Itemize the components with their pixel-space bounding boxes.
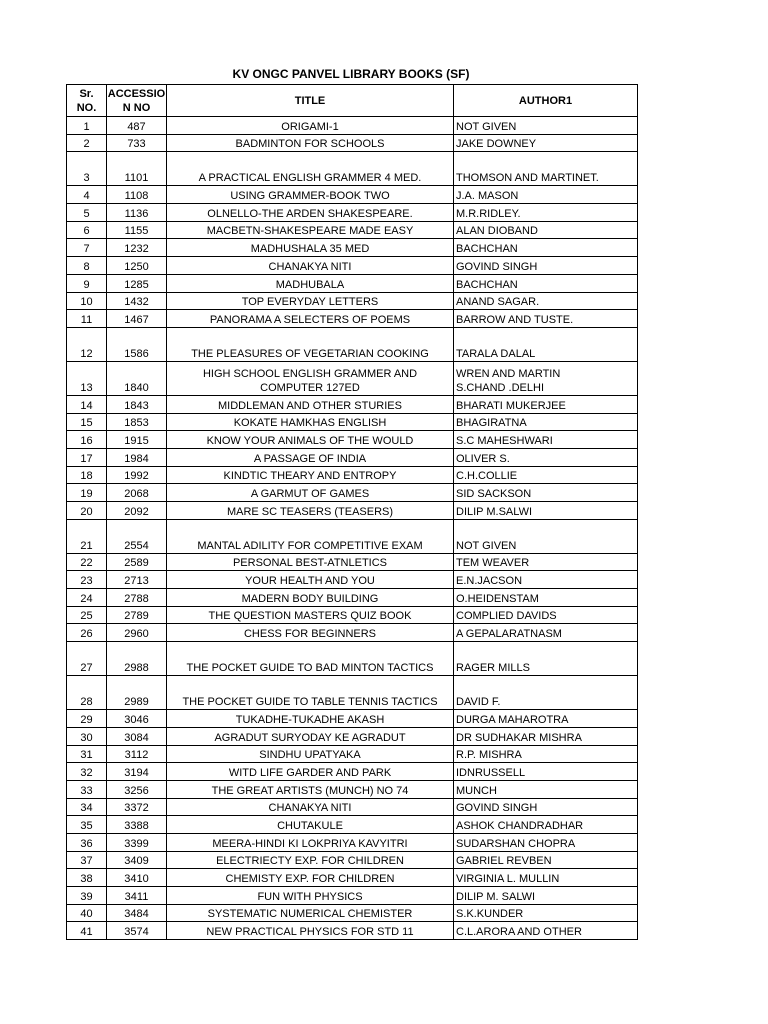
author-cell: COMPLIED DAVIDS: [454, 606, 638, 624]
title-cell: THE QUESTION MASTERS QUIZ BOOK: [167, 606, 454, 624]
author-cell: OLIVER S.: [454, 448, 638, 466]
title-cell: A PASSAGE OF INDIA: [167, 448, 454, 466]
sr-cell: 20: [67, 502, 107, 520]
sr-cell: 8: [67, 257, 107, 275]
table-row: [67, 589, 638, 607]
table-row: [67, 152, 638, 186]
author-cell: THOMSON AND MARTINET.: [454, 152, 638, 186]
table-row: [67, 239, 638, 257]
accession-cell: 1984: [107, 448, 167, 466]
sr-cell: 11: [67, 310, 107, 328]
title-cell: THE POCKET GUIDE TO TABLE TENNIS TACTICS: [167, 676, 454, 710]
table-row: [67, 134, 638, 152]
sr-cell: 1: [67, 117, 107, 135]
sr-cell: 5: [67, 204, 107, 222]
author-cell: GABRIEL REVBEN: [454, 851, 638, 869]
author-cell: A GEPALARATNASM: [454, 624, 638, 642]
accession-cell: 2589: [107, 553, 167, 571]
title-cell: BADMINTON FOR SCHOOLS: [167, 134, 454, 152]
accession-cell: 1101: [107, 152, 167, 186]
author-cell: J.A. MASON: [454, 186, 638, 204]
table-row: [67, 257, 638, 275]
title-cell: AGRADUT SURYODAY KE AGRADUT: [167, 727, 454, 745]
title-cell: MANTAL ADILITY FOR COMPETITIVE EXAM: [167, 519, 454, 553]
accession-cell: 1843: [107, 395, 167, 413]
title-cell: CHANAKYA NITI: [167, 257, 454, 275]
accession-cell: 2960: [107, 624, 167, 642]
author-cell: ALAN DIOBAND: [454, 221, 638, 239]
accession-cell: 3399: [107, 833, 167, 851]
table-row: [67, 727, 638, 745]
table-row: [67, 606, 638, 624]
sr-cell: 31: [67, 745, 107, 763]
sr-cell: 9: [67, 274, 107, 292]
table-row: [67, 431, 638, 449]
sr-cell: 29: [67, 710, 107, 728]
title-cell: MADERN BODY BUILDING: [167, 589, 454, 607]
accession-cell: 1136: [107, 204, 167, 222]
sr-cell: 3: [67, 152, 107, 186]
accession-cell: 1108: [107, 186, 167, 204]
sr-cell: 14: [67, 395, 107, 413]
title-cell: OLNELLO-THE ARDEN SHAKESPEARE.: [167, 204, 454, 222]
author-cell: MUNCH: [454, 780, 638, 798]
document-title: KV ONGC PANVEL LIBRARY BOOKS (SF): [232, 67, 470, 81]
title-cell: YOUR HEALTH AND YOU: [167, 571, 454, 589]
author-cell: BARROW AND TUSTE.: [454, 310, 638, 328]
sr-cell: 41: [67, 922, 107, 940]
table-row: [67, 887, 638, 905]
header-author: AUTHOR1: [454, 85, 638, 117]
title-cell: MEERA-HINDI KI LOKPRIYA KAVYITRI: [167, 833, 454, 851]
title-cell: [167, 361, 454, 395]
title-cell: FUN WITH PHYSICS: [167, 887, 454, 905]
title-cell: MADHUSHALA 35 MED: [167, 239, 454, 257]
sr-cell: 2: [67, 134, 107, 152]
table-row: [67, 745, 638, 763]
table-row: [67, 484, 638, 502]
table-row: [67, 780, 638, 798]
accession-cell: 1432: [107, 292, 167, 310]
title-cell: THE PLEASURES OF VEGETARIAN COOKING: [167, 327, 454, 361]
accession-cell: 1285: [107, 274, 167, 292]
title-cell: A PRACTICAL ENGLISH GRAMMER 4 MED.: [167, 152, 454, 186]
sr-cell: 21: [67, 519, 107, 553]
sr-cell: 32: [67, 763, 107, 781]
author-cell: NOT GIVEN: [454, 519, 638, 553]
sr-cell: 37: [67, 851, 107, 869]
accession-cell: 1250: [107, 257, 167, 275]
header-acc-line2: N NO: [122, 101, 151, 114]
sr-cell: 13: [67, 361, 107, 395]
table-row: [67, 221, 638, 239]
table-row: [67, 676, 638, 710]
author-cell: E.N.JACSON: [454, 571, 638, 589]
title-cell: KINDTIC THEARY AND ENTROPY: [167, 466, 454, 484]
accession-cell: 3084: [107, 727, 167, 745]
title-cell: ORIGAMI-1: [167, 117, 454, 135]
sr-cell: 16: [67, 431, 107, 449]
accession-cell: 2789: [107, 606, 167, 624]
sr-cell: 19: [67, 484, 107, 502]
title-cell: ELECTRIECTY EXP. FOR CHILDREN: [167, 851, 454, 869]
title-cell: TOP EVERYDAY LETTERS: [167, 292, 454, 310]
title-cell: WITD LIFE GARDER AND PARK: [167, 763, 454, 781]
table-row: [67, 310, 638, 328]
title-cell: MIDDLEMAN AND OTHER STURIES: [167, 395, 454, 413]
accession-cell: 3112: [107, 745, 167, 763]
title-cell: MARE SC TEASERS (TEASERS): [167, 502, 454, 520]
sr-cell: 33: [67, 780, 107, 798]
author-cell: S.K.KUNDER: [454, 904, 638, 922]
author-cell: TEM WEAVER: [454, 553, 638, 571]
title-cell: SYSTEMATIC NUMERICAL CHEMISTER: [167, 904, 454, 922]
author-cell: NOT GIVEN: [454, 117, 638, 135]
accession-cell: 1155: [107, 221, 167, 239]
header-title: TITLE: [167, 85, 454, 117]
sr-cell: 39: [67, 887, 107, 905]
table-row: [67, 624, 638, 642]
accession-cell: 2713: [107, 571, 167, 589]
library-books-table: [66, 84, 638, 940]
table-row: [67, 117, 638, 135]
title-cell: TUKADHE-TUKADHE AKASH: [167, 710, 454, 728]
sr-cell: 36: [67, 833, 107, 851]
title-cell: SINDHU UPATYAKA: [167, 745, 454, 763]
accession-cell: 3484: [107, 904, 167, 922]
sr-cell: 15: [67, 413, 107, 431]
sr-cell: 10: [67, 292, 107, 310]
author-cell: C.H.COLLIE: [454, 466, 638, 484]
table-row: [67, 186, 638, 204]
sr-cell: 35: [67, 816, 107, 834]
table-row: [67, 204, 638, 222]
table-row: [67, 292, 638, 310]
author-cell: SID SACKSON: [454, 484, 638, 502]
sr-cell: 7: [67, 239, 107, 257]
title-line-1: HIGH SCHOOL ENGLISH GRAMMER AND: [202, 367, 418, 380]
title-cell: PERSONAL BEST-ATNLETICS: [167, 553, 454, 571]
title-cell: USING GRAMMER-BOOK TWO: [167, 186, 454, 204]
sr-cell: 4: [67, 186, 107, 204]
author-cell: O.HEIDENSTAM: [454, 589, 638, 607]
accession-cell: 3409: [107, 851, 167, 869]
header-acc-line1: ACCESSIO: [107, 87, 166, 100]
author-cell: ANAND SAGAR.: [454, 292, 638, 310]
accession-cell: 1915: [107, 431, 167, 449]
accession-cell: 1467: [107, 310, 167, 328]
title-cell: KOKATE HAMKHAS ENGLISH: [167, 413, 454, 431]
author-line-1: WREN AND MARTIN: [456, 367, 561, 380]
sr-cell: 17: [67, 448, 107, 466]
author-cell: ASHOK CHANDRADHAR: [454, 816, 638, 834]
author-cell: DILIP M.SALWI: [454, 502, 638, 520]
author-cell: DURGA MAHAROTRA: [454, 710, 638, 728]
table-row: [67, 869, 638, 887]
table-row: [67, 519, 638, 553]
table-row: [67, 361, 638, 395]
table-row: [67, 327, 638, 361]
accession-cell: 1853: [107, 413, 167, 431]
title-cell: THE GREAT ARTISTS (MUNCH) NO 74: [167, 780, 454, 798]
author-cell: GOVIND SINGH: [454, 257, 638, 275]
accession-cell: 1232: [107, 239, 167, 257]
table-header-row: [67, 85, 638, 117]
title-cell: NEW PRACTICAL PHYSICS FOR STD 11: [167, 922, 454, 940]
table-row: [67, 798, 638, 816]
author-cell: M.R.RIDLEY.: [454, 204, 638, 222]
author-cell: IDNRUSSELL: [454, 763, 638, 781]
sr-cell: 34: [67, 798, 107, 816]
table-row: [67, 553, 638, 571]
author-cell: S.C MAHESHWARI: [454, 431, 638, 449]
table-row: [67, 763, 638, 781]
accession-cell: 1586: [107, 327, 167, 361]
table-row: [67, 642, 638, 676]
sr-cell: 6: [67, 221, 107, 239]
table-row: [67, 274, 638, 292]
title-cell: CHESS FOR BEGINNERS: [167, 624, 454, 642]
title-cell: MACBETN-SHAKESPEARE MADE EASY: [167, 221, 454, 239]
accession-cell: 3372: [107, 798, 167, 816]
accession-cell: 2788: [107, 589, 167, 607]
sr-cell: 28: [67, 676, 107, 710]
accession-cell: 3256: [107, 780, 167, 798]
table-row: [67, 904, 638, 922]
author-line-2: S.CHAND .DELHI: [456, 381, 545, 394]
accession-cell: 3194: [107, 763, 167, 781]
author-cell: RAGER MILLS: [454, 642, 638, 676]
accession-cell: 3388: [107, 816, 167, 834]
author-cell: DAVID F.: [454, 676, 638, 710]
accession-cell: 487: [107, 117, 167, 135]
title-cell: THE POCKET GUIDE TO BAD MINTON TACTICS: [167, 642, 454, 676]
sr-cell: 40: [67, 904, 107, 922]
author-cell: R.P. MISHRA: [454, 745, 638, 763]
table-row: [67, 816, 638, 834]
author-cell: VIRGINIA L. MULLIN: [454, 869, 638, 887]
title-cell: A GARMUT OF GAMES: [167, 484, 454, 502]
title-cell: KNOW YOUR ANIMALS OF THE WOULD: [167, 431, 454, 449]
table-row: [67, 448, 638, 466]
sr-cell: 18: [67, 466, 107, 484]
title-cell: PANORAMA A SELECTERS OF POEMS: [167, 310, 454, 328]
title-cell: MADHUBALA: [167, 274, 454, 292]
author-cell: GOVIND SINGH: [454, 798, 638, 816]
title-cell: CHUTAKULE: [167, 816, 454, 834]
author-cell: BHARATI MUKERJEE: [454, 395, 638, 413]
table-row: [67, 413, 638, 431]
accession-cell: 2988: [107, 642, 167, 676]
accession-cell: 3411: [107, 887, 167, 905]
table-row: [67, 922, 638, 940]
sr-cell: 22: [67, 553, 107, 571]
author-cell: DR SUDHAKAR MISHRA: [454, 727, 638, 745]
header-accession-no: [107, 85, 167, 117]
accession-cell: 1840: [107, 361, 167, 395]
author-cell: BHAGIRATNA: [454, 413, 638, 431]
table-row: [67, 466, 638, 484]
accession-cell: 3410: [107, 869, 167, 887]
table-row: [67, 710, 638, 728]
accession-cell: 1992: [107, 466, 167, 484]
accession-cell: 2989: [107, 676, 167, 710]
sr-cell: 12: [67, 327, 107, 361]
sr-cell: 23: [67, 571, 107, 589]
table-row: [67, 833, 638, 851]
sr-cell: 26: [67, 624, 107, 642]
author-cell: [454, 361, 638, 395]
header-sr-no: [67, 85, 107, 117]
author-cell: BACHCHAN: [454, 274, 638, 292]
sr-cell: 25: [67, 606, 107, 624]
accession-cell: 2068: [107, 484, 167, 502]
accession-cell: 2092: [107, 502, 167, 520]
accession-cell: 3574: [107, 922, 167, 940]
table-row: [67, 571, 638, 589]
author-cell: JAKE DOWNEY: [454, 134, 638, 152]
accession-cell: 2554: [107, 519, 167, 553]
author-cell: BACHCHAN: [454, 239, 638, 257]
author-cell: C.L.ARORA AND OTHER: [454, 922, 638, 940]
author-cell: TARALA DALAL: [454, 327, 638, 361]
author-cell: DILIP M. SALWI: [454, 887, 638, 905]
sr-cell: 24: [67, 589, 107, 607]
table-row: [67, 502, 638, 520]
accession-cell: 3046: [107, 710, 167, 728]
sr-cell: 27: [67, 642, 107, 676]
table-row: [67, 395, 638, 413]
sr-cell: 30: [67, 727, 107, 745]
title-cell: CHANAKYA NITI: [167, 798, 454, 816]
accession-cell: 733: [107, 134, 167, 152]
title-line-2: COMPUTER 127ED: [260, 381, 360, 394]
title-cell: CHEMISTY EXP. FOR CHILDREN: [167, 869, 454, 887]
author-cell: SUDARSHAN CHOPRA: [454, 833, 638, 851]
header-sr-line2: NO.: [76, 101, 97, 114]
table-row: [67, 851, 638, 869]
sr-cell: 38: [67, 869, 107, 887]
header-sr-line1: Sr.: [79, 87, 94, 100]
